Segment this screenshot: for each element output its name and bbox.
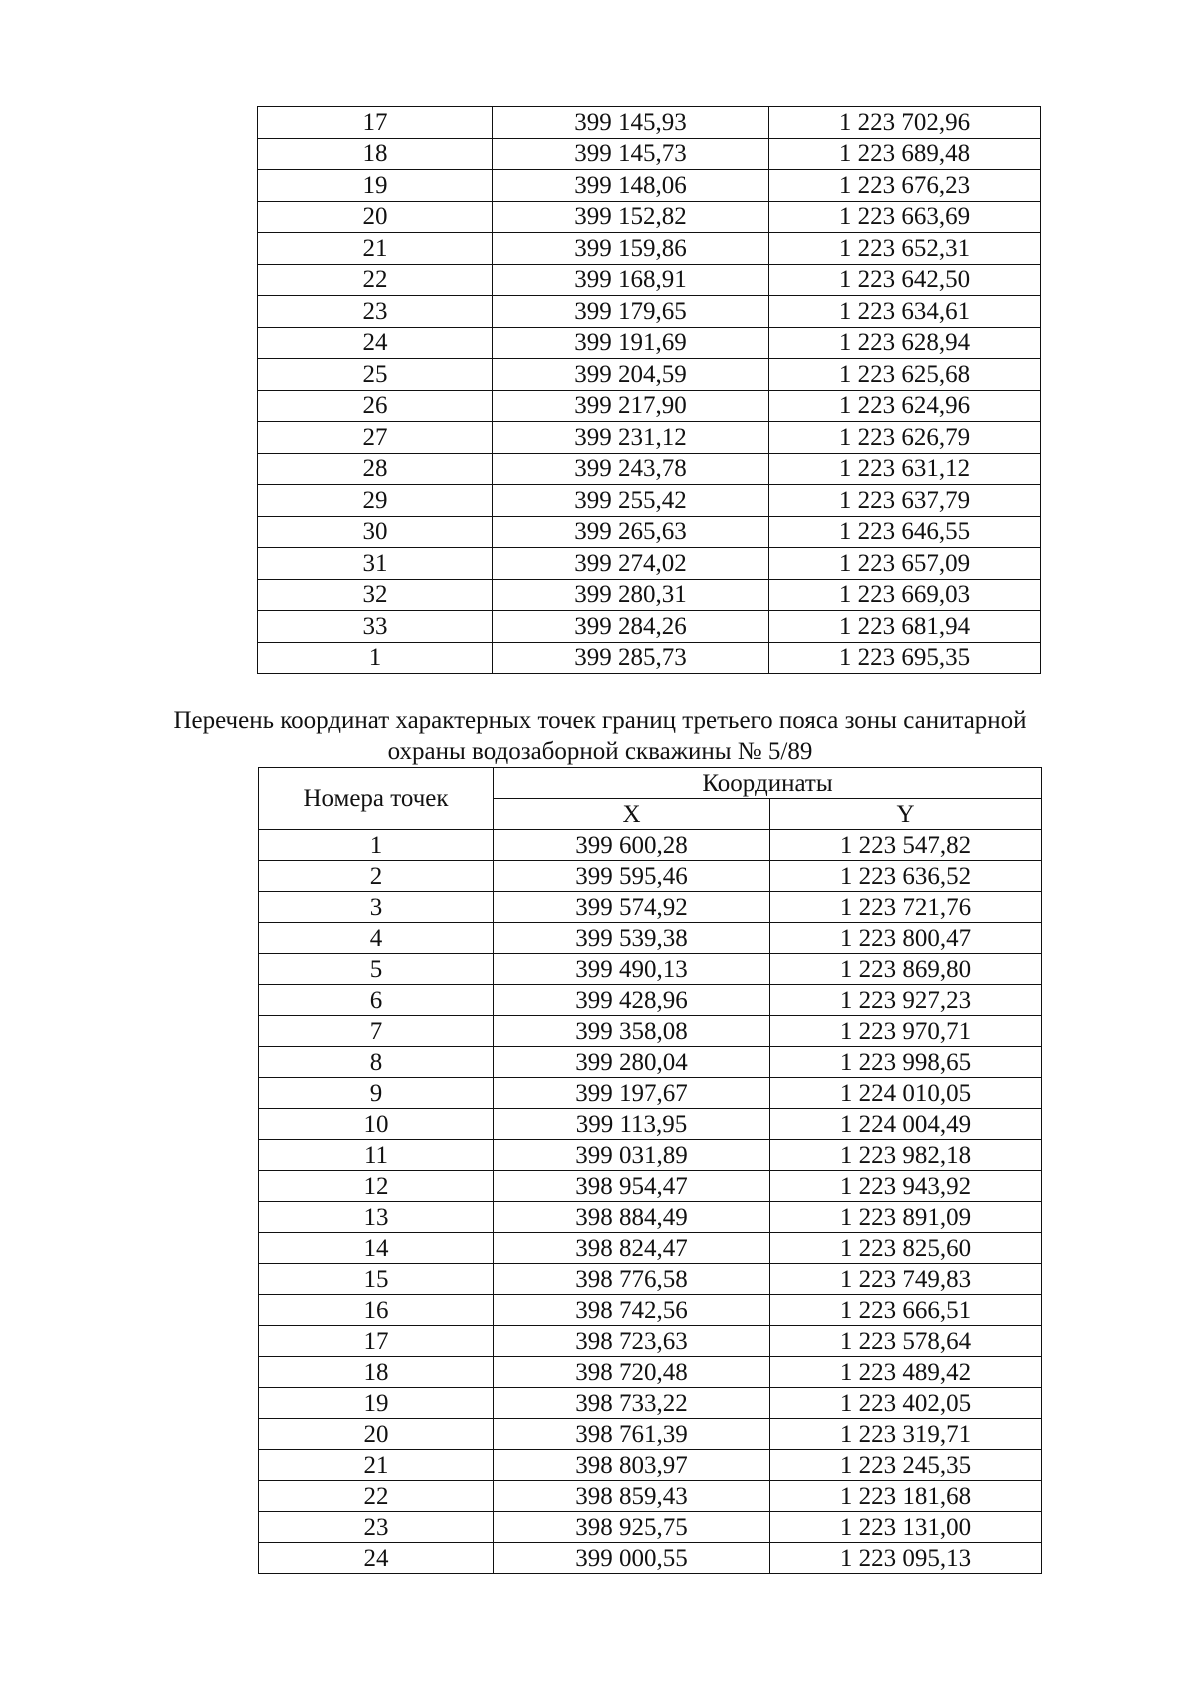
x-coordinate-cell: 399 148,06: [493, 170, 769, 202]
y-coordinate-cell: 1 223 181,68: [770, 1481, 1042, 1512]
table-row: [258, 170, 1041, 202]
table-row: [258, 327, 1041, 359]
section-title-line-1: Перечень координат характерных точек границ третьего пояса зоны санитарной: [173, 707, 1027, 734]
y-coordinate-cell: 1 223 666,51: [770, 1295, 1042, 1326]
x-coordinate-cell: 398 884,49: [494, 1202, 770, 1233]
y-coordinate-cell: 1 223 676,23: [769, 170, 1041, 202]
point-number-cell: 28: [258, 453, 493, 485]
point-number-cell: 3: [259, 892, 494, 923]
y-coordinate-cell: 1 223 702,96: [769, 107, 1041, 139]
y-coordinate-cell: 1 223 634,61: [769, 296, 1041, 328]
y-coordinate-cell: 1 223 749,83: [770, 1264, 1042, 1295]
table-row: [259, 1264, 1042, 1295]
point-number-cell: 15: [259, 1264, 494, 1295]
point-number-cell: 19: [259, 1388, 494, 1419]
point-number-cell: 11: [259, 1140, 494, 1171]
x-coordinate-cell: 398 776,58: [494, 1264, 770, 1295]
y-coordinate-cell: 1 223 970,71: [770, 1016, 1042, 1047]
point-number-cell: 18: [258, 138, 493, 170]
x-coordinate-cell: 398 954,47: [494, 1171, 770, 1202]
table-row: [258, 642, 1041, 674]
x-coordinate-cell: 398 720,48: [494, 1357, 770, 1388]
table-row: [259, 1171, 1042, 1202]
y-coordinate-cell: 1 223 624,96: [769, 390, 1041, 422]
x-coordinate-cell: 399 490,13: [494, 954, 770, 985]
table-row: [258, 359, 1041, 391]
x-coordinate-cell: 399 285,73: [493, 642, 769, 674]
y-coordinate-cell: 1 223 489,42: [770, 1357, 1042, 1388]
y-coordinate-cell: 1 223 663,69: [769, 201, 1041, 233]
y-coordinate-cell: 1 223 402,05: [770, 1388, 1042, 1419]
x-coordinate-cell: 398 859,43: [494, 1481, 770, 1512]
point-number-cell: 2: [259, 861, 494, 892]
table-row: [258, 611, 1041, 643]
y-coordinate-cell: 1 223 825,60: [770, 1233, 1042, 1264]
point-number-cell: 23: [259, 1512, 494, 1543]
x-coordinate-cell: 399 179,65: [493, 296, 769, 328]
y-coordinate-cell: 1 223 095,13: [770, 1543, 1042, 1574]
table-row: [258, 422, 1041, 454]
table-row: [259, 1016, 1042, 1047]
x-coordinate-cell: 399 000,55: [494, 1543, 770, 1574]
table-row: [258, 138, 1041, 170]
y-coordinate-cell: 1 223 245,35: [770, 1450, 1042, 1481]
point-number-cell: 18: [259, 1357, 494, 1388]
table-row: [259, 954, 1042, 985]
table-row: [258, 296, 1041, 328]
table-row: [259, 1450, 1042, 1481]
point-number-cell: 21: [259, 1450, 494, 1481]
section-title: [150, 705, 1050, 767]
point-number-cell: 6: [259, 985, 494, 1016]
table-row: [258, 516, 1041, 548]
point-number-cell: 21: [258, 233, 493, 265]
section-title-line-2: охраны водозаборной скважины № 5/89: [387, 738, 813, 765]
point-number-cell: 13: [259, 1202, 494, 1233]
y-coordinate-cell: 1 223 628,94: [769, 327, 1041, 359]
point-number-cell: 33: [258, 611, 493, 643]
y-coordinate-cell: 1 223 982,18: [770, 1140, 1042, 1171]
x-coordinate-cell: 399 539,38: [494, 923, 770, 954]
y-coordinate-cell: 1 223 131,00: [770, 1512, 1042, 1543]
point-number-cell: 20: [259, 1419, 494, 1450]
x-coordinate-cell: 398 733,22: [494, 1388, 770, 1419]
header-coordinates: Координаты: [494, 768, 1042, 799]
table-row: [258, 264, 1041, 296]
y-coordinate-cell: 1 223 869,80: [770, 954, 1042, 985]
y-coordinate-cell: 1 223 943,92: [770, 1171, 1042, 1202]
x-coordinate-cell: 399 358,08: [494, 1016, 770, 1047]
y-coordinate-cell: 1 223 637,79: [769, 485, 1041, 517]
table-row: [258, 485, 1041, 517]
table-row: [259, 1233, 1042, 1264]
point-number-cell: 19: [258, 170, 493, 202]
x-coordinate-cell: 399 152,82: [493, 201, 769, 233]
y-coordinate-cell: 1 223 652,31: [769, 233, 1041, 265]
y-coordinate-cell: 1 223 800,47: [770, 923, 1042, 954]
table-row: [259, 1357, 1042, 1388]
x-coordinate-cell: 398 742,56: [494, 1295, 770, 1326]
point-number-cell: 23: [258, 296, 493, 328]
table-row: [259, 1047, 1042, 1078]
table-row: [259, 923, 1042, 954]
table-row: [259, 1140, 1042, 1171]
y-coordinate-cell: 1 223 695,35: [769, 642, 1041, 674]
x-coordinate-cell: 399 145,73: [493, 138, 769, 170]
table-row: [258, 233, 1041, 265]
y-coordinate-cell: 1 223 636,52: [770, 861, 1042, 892]
point-number-cell: 1: [258, 642, 493, 674]
point-number-cell: 4: [259, 923, 494, 954]
y-coordinate-cell: 1 223 657,09: [769, 548, 1041, 580]
y-coordinate-cell: 1 223 646,55: [769, 516, 1041, 548]
point-number-cell: 9: [259, 1078, 494, 1109]
point-number-cell: 32: [258, 579, 493, 611]
x-coordinate-cell: 399 274,02: [493, 548, 769, 580]
point-number-cell: 7: [259, 1016, 494, 1047]
x-coordinate-cell: 399 595,46: [494, 861, 770, 892]
y-coordinate-cell: 1 223 631,12: [769, 453, 1041, 485]
table-row: [259, 861, 1042, 892]
x-coordinate-cell: 399 265,63: [493, 516, 769, 548]
x-coordinate-cell: 399 191,69: [493, 327, 769, 359]
header-y: Y: [770, 799, 1042, 830]
table-row: [259, 1326, 1042, 1357]
table-row: [259, 1512, 1042, 1543]
x-coordinate-cell: 398 723,63: [494, 1326, 770, 1357]
x-coordinate-cell: 399 217,90: [493, 390, 769, 422]
y-coordinate-cell: 1 223 998,65: [770, 1047, 1042, 1078]
point-number-cell: 30: [258, 516, 493, 548]
y-coordinate-cell: 1 223 669,03: [769, 579, 1041, 611]
table-row: [259, 1419, 1042, 1450]
x-coordinate-cell: 399 204,59: [493, 359, 769, 391]
point-number-cell: 22: [258, 264, 493, 296]
x-coordinate-cell: 399 168,91: [493, 264, 769, 296]
y-coordinate-cell: 1 224 004,49: [770, 1109, 1042, 1140]
y-coordinate-cell: 1 223 927,23: [770, 985, 1042, 1016]
coordinates-table-zone3: [258, 767, 1042, 1574]
point-number-cell: 26: [258, 390, 493, 422]
point-number-cell: 24: [259, 1543, 494, 1574]
point-number-cell: 17: [258, 107, 493, 139]
x-coordinate-cell: 398 803,97: [494, 1450, 770, 1481]
y-coordinate-cell: 1 223 681,94: [769, 611, 1041, 643]
table-row: [259, 830, 1042, 861]
table-row: [259, 985, 1042, 1016]
point-number-cell: 24: [258, 327, 493, 359]
table-row: [259, 1078, 1042, 1109]
table-row: [259, 1543, 1042, 1574]
x-coordinate-cell: 399 243,78: [493, 453, 769, 485]
y-coordinate-cell: 1 223 689,48: [769, 138, 1041, 170]
point-number-cell: 12: [259, 1171, 494, 1202]
x-coordinate-cell: 399 280,04: [494, 1047, 770, 1078]
point-number-cell: 5: [259, 954, 494, 985]
point-number-cell: 14: [259, 1233, 494, 1264]
x-coordinate-cell: 399 197,67: [494, 1078, 770, 1109]
x-coordinate-cell: 399 145,93: [493, 107, 769, 139]
table-row: [259, 1295, 1042, 1326]
y-coordinate-cell: 1 223 319,71: [770, 1419, 1042, 1450]
x-coordinate-cell: 398 824,47: [494, 1233, 770, 1264]
y-coordinate-cell: 1 223 891,09: [770, 1202, 1042, 1233]
point-number-cell: 31: [258, 548, 493, 580]
x-coordinate-cell: 399 428,96: [494, 985, 770, 1016]
table-row: [258, 201, 1041, 233]
y-coordinate-cell: 1 223 578,64: [770, 1326, 1042, 1357]
point-number-cell: 29: [258, 485, 493, 517]
y-coordinate-cell: 1 223 625,68: [769, 359, 1041, 391]
x-coordinate-cell: 399 113,95: [494, 1109, 770, 1140]
point-number-cell: 20: [258, 201, 493, 233]
y-coordinate-cell: 1 223 642,50: [769, 264, 1041, 296]
x-coordinate-cell: 399 231,12: [493, 422, 769, 454]
y-coordinate-cell: 1 223 721,76: [770, 892, 1042, 923]
x-coordinate-cell: 399 600,28: [494, 830, 770, 861]
table-row: [259, 1481, 1042, 1512]
x-coordinate-cell: 399 280,31: [493, 579, 769, 611]
point-number-cell: 16: [259, 1295, 494, 1326]
y-coordinate-cell: 1 223 626,79: [769, 422, 1041, 454]
x-coordinate-cell: 399 255,42: [493, 485, 769, 517]
x-coordinate-cell: 398 925,75: [494, 1512, 770, 1543]
point-number-cell: 8: [259, 1047, 494, 1078]
table-row: [258, 453, 1041, 485]
x-coordinate-cell: 399 284,26: [493, 611, 769, 643]
x-coordinate-cell: 399 574,92: [494, 892, 770, 923]
x-coordinate-cell: 398 761,39: [494, 1419, 770, 1450]
point-number-cell: 25: [258, 359, 493, 391]
table-row: [259, 892, 1042, 923]
x-coordinate-cell: 399 159,86: [493, 233, 769, 265]
table-row: [258, 548, 1041, 580]
header-point-numbers: Номера точек: [259, 768, 494, 830]
table-row: [259, 1109, 1042, 1140]
point-number-cell: 1: [259, 830, 494, 861]
y-coordinate-cell: 1 224 010,05: [770, 1078, 1042, 1109]
table-row: [258, 107, 1041, 139]
table-header-row: [259, 768, 1042, 799]
header-x: X: [494, 799, 770, 830]
point-number-cell: 10: [259, 1109, 494, 1140]
point-number-cell: 17: [259, 1326, 494, 1357]
point-number-cell: 27: [258, 422, 493, 454]
table-row: [259, 1202, 1042, 1233]
table-row: [258, 390, 1041, 422]
x-coordinate-cell: 399 031,89: [494, 1140, 770, 1171]
coordinates-table-continuation: [257, 106, 1041, 674]
table-row: [258, 579, 1041, 611]
y-coordinate-cell: 1 223 547,82: [770, 830, 1042, 861]
table-row: [259, 1388, 1042, 1419]
point-number-cell: 22: [259, 1481, 494, 1512]
